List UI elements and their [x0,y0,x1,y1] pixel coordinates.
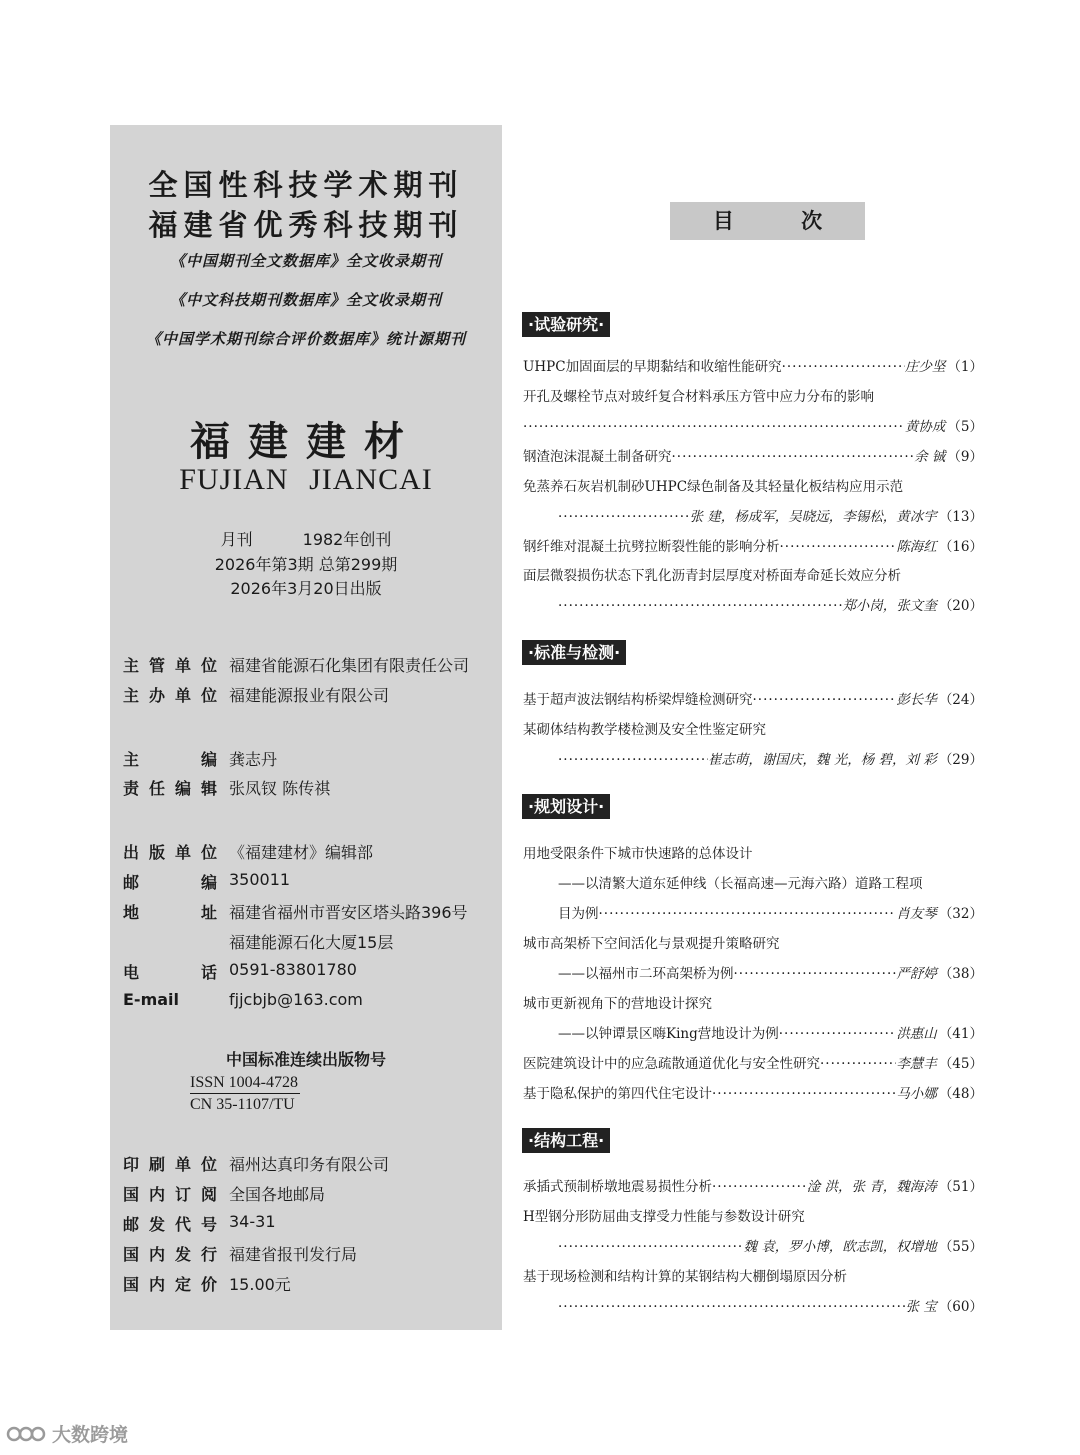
section-tag-structural: ·结构工程· [522,1128,610,1153]
watermark-logo-icon [6,1424,46,1444]
toc-entry-subtitle[interactable]: ——以福州市二环高架桥为例 ····· 严舒婷 （38） [558,963,983,985]
toc-entry-continued[interactable]: ····· 张 建，杨成军，吴晓远，李锡松，黄冰宇 （13） [558,506,983,528]
info-publisher: 出版单位 《福建建材》编辑部 [123,843,374,862]
toc-entry[interactable]: 城市高架桥下空间活化与景观提升策略研究 [523,936,780,952]
info-price: 国内定价 15.00元 [123,1275,291,1294]
toc-entry-subtitle[interactable]: ——以清繁大道东延伸线（长福高速—元海六路）道路工程项 [558,876,923,892]
toc-entry[interactable]: 钢纤维对混凝土抗劈拉断裂性能的影响分析 ····· 陈海红 （16） [523,536,983,558]
info-supervisor: 主管单位 福建省能源石化集团有限责任公司 [123,656,470,675]
info-postcode: 邮编 350011 [123,870,291,892]
toc-entry-continued[interactable]: 目为例 ····· 肖友琴 （32） [558,903,983,925]
info-subscription: 国内订阅 全国各地邮局 [123,1185,326,1204]
section-tag-standards: ·标准与检测· [522,640,626,665]
toc-entry[interactable]: 医院建筑设计中的应急疏散通道优化与安全性研究 ····· 李慧丰 （45） [523,1053,983,1075]
toc-entry[interactable]: 某砌体结构教学楼检测及安全性鉴定研究 [523,722,766,738]
issn-block [190,1072,322,1115]
database-line-2: 《中文科技期刊数据库》全文收录期刊 [169,291,442,309]
info-email: E-mail fjjcbjb@163.com [123,990,363,1009]
toc-entry[interactable]: 免蒸养石灰岩机制砂UHPC绿色制备及其轻量化板结构应用示范 [523,479,904,495]
toc-entry[interactable]: 面层微裂损伤状态下乳化沥青封层厚度对桥面寿命延长效应分析 [523,568,901,584]
toc-entry-continued[interactable]: ····· 郑小岗，张文奎 （20） [558,595,983,617]
info-responsible-editor: 责任编辑 张凤钗 陈传祺 [123,779,331,798]
info-distribution: 国内发行 福建省报刊发行局 [123,1245,358,1264]
founded: 1982年创刊 [302,530,392,549]
toc-entry[interactable]: UHPC加固面层的早期黏结和收缩性能研究 ····· 庄少坚 （1） [523,356,983,378]
issn-number: ISSN 1004-4728 [190,1072,300,1094]
frequency: 月刊 [220,530,253,549]
info-address: 地址 福建省福州市晋安区塔头路396号 [123,903,468,922]
issue-number: 2026年第3期 总第299期 [214,555,398,574]
toc-entry[interactable]: 基于现场检测和结构计算的某钢结构大棚倒塌原因分析 [523,1269,847,1285]
headline-provincial: 福建省优秀科技期刊 [148,208,464,242]
toc-entry[interactable]: 基于隐私保护的第四代住宅设计 ····· 马小娜 （48） [523,1083,983,1105]
info-phone: 电话 0591-83801780 [123,960,357,982]
section-tag-experiment: ·试验研究· [522,312,610,337]
info-printer: 印刷单位 福州达真印务有限公司 [123,1155,390,1174]
toc-entry[interactable]: 基于超声波法钢结构桥梁焊缝检测研究 ····· 彭长华 （24） [523,689,983,711]
masthead-panel [110,125,502,1330]
watermark [6,1420,128,1447]
database-line-3: 《中国学术期刊综合评价数据库》统计源期刊 [145,330,466,348]
info-chief-editor: 主编 龚志丹 [123,750,278,769]
toc-entry-continued[interactable]: ····· 黄协成 （5） [523,416,983,438]
toc-entry-continued[interactable]: ····· 魏 袁，罗小博，欧志凯，权增地 （55） [558,1236,983,1258]
database-line-1: 《中国期刊全文数据库》全文收录期刊 [169,252,442,270]
cn-number: CN 35-1107/TU [190,1096,295,1113]
journal-title-cn: 福建建材 [190,418,422,465]
toc-entry-continued[interactable]: ····· 张 宝 （60） [558,1296,983,1318]
info-postal-code: 邮发代号 34-31 [123,1212,276,1234]
toc-heading: 目 次 [670,202,865,240]
headline-national: 全国性科技学术期刊 [148,168,464,202]
toc-entry[interactable]: 城市更新视角下的营地设计探究 [523,996,712,1012]
toc-entry[interactable]: 用地受限条件下城市快速路的总体设计 [523,846,753,862]
toc-entry-continued[interactable]: ····· 崔志萌，谢国庆，魏 光，杨 碧，刘 彩 （29） [558,749,983,771]
toc-entry[interactable]: 钢渣泡沫混凝土制备研究 ····· 余 铖 （9） [523,446,983,468]
section-tag-planning: ·规划设计· [522,794,610,819]
toc-entry[interactable]: 开孔及螺栓节点对玻纤复合材料承压方管中应力分布的影响 [523,389,874,405]
toc-entry[interactable]: 承插式预制桥墩地震易损性分析 ····· 淦 洪，张 青，魏海涛 （51） [523,1176,983,1198]
watermark-text: 大数跨境 [52,1424,129,1446]
frequency-line [110,527,502,550]
info-address-line-2: 福建能源石化大厦15层 [229,933,394,952]
journal-title-en: FUJIAN JIANCAI [179,463,433,496]
toc-entry[interactable]: H型钢分形防屈曲支撑受力性能与参数设计研究 [523,1209,805,1225]
publication-date: 2026年3月20日出版 [230,579,382,598]
issn-heading: 中国标准连续出版物号 [225,1050,386,1069]
toc-entry-subtitle[interactable]: ——以钟谭景区嗨King营地设计为例 ····· 洪惠山 （41） [558,1023,983,1045]
info-sponsor: 主办单位 福建能源报业有限公司 [123,686,390,705]
